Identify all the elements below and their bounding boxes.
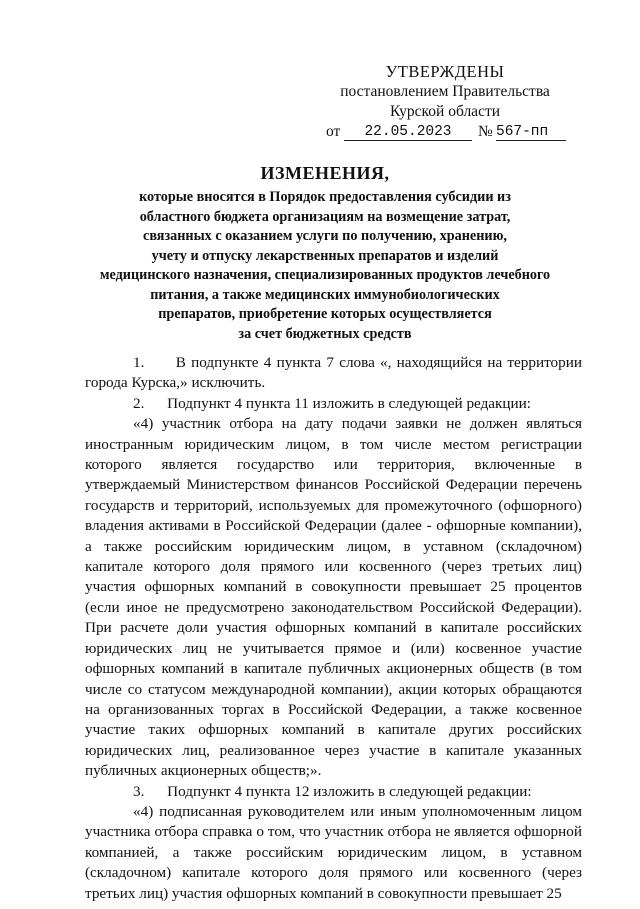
document-body [85,353,582,904]
heading-subtitle-line: которые вносятся в Порядок предоставления субсидии из [139,189,511,205]
approval-date-row [320,122,570,144]
paragraph-subitem-4-point-12: «4) подписанная руководителем или иным уполномоченным лицом участника отбора справка о том, что участник отбора не является офшорной компанией, а также российским юридическим лицом, в уставном (складочном) капитале которого доля прямого или косвенного (через третьих лиц) участия офшорных компаний в совокупности превышает 25 [85,802,582,902]
document-heading [80,160,570,344]
heading-title: ИЗМЕНЕНИЯ, [260,163,390,183]
approval-stamp [320,62,570,144]
date-prefix: от [326,123,341,140]
number-prefix: № [478,123,493,140]
approval-line-1: постановлением Правительства [340,83,550,100]
approval-number: 567-пп [496,122,566,141]
heading-subtitle-line: связанных с оказанием услуги по получению, хранению, [143,228,507,244]
heading-subtitle-line: медицинского назначения, специализированных продуктов лечебного [99,267,551,283]
paragraph-item-1: 1. В подпункте 4 пункта 7 слова «, находящийся на территории города Курска,» исключить. [85,354,582,392]
approval-date: 22.05.2023 [344,122,472,141]
paragraph-subitem-4-point-11: «4) участник отбора на дату подачи заявки не должен являться иностранным юридическим лицом, в том числе местом регистрации которого является государство или территория, включенные в утверждаемый Министерством финансов Российской Федерации перечень государств и территорий, используемых для промежуточного (офшорного) владения активами в Российской Федерации (далее - офшорные компании), а также российским юридическим лицом, в уставном (складочном) капитале которого доля прямого или косвенного (через третьих лиц) участия офшорных компаний в совокупности превышает 25 процентов (если иное не предусмотрено законодательством Российской Федерации). При расчете доли участия офшорных компаний в капитале российских юридических лиц не учитывается прямое и (или) косвенное участие офшорных компаний в капитале публичных акционерных обществ (в том числе со статусом международной компании), акции которых обращаются на организованных торгах в Российской Федерации, а также косвенное участие таких офшорных компаний в капитале других российских юридических лиц, реализованное через участие в капитале указанных публичных акционерных обществ;». [85,415,582,780]
heading-subtitle-line: за счет бюджетных средств [238,325,412,342]
heading-subtitle-line: учету и отпуску лекарственных препаратов и изделий [151,247,499,264]
approval-line-2: Курской области [389,103,501,120]
paragraph-item-2: 2. Подпункт 4 пункта 11 изложить в следующей редакции: [133,394,532,412]
heading-subtitle-line: областного бюджета организациям на возмещение затрат, [139,208,511,225]
heading-subtitle-line: питания, а также медицинских иммунобиологических [150,286,500,303]
heading-subtitle-line: препаратов, приобретение которых осуществляется [158,306,492,322]
paragraph-item-3: 3. Подпункт 4 пункта 12 изложить в следующей редакции: [133,782,532,800]
approval-title: УТВЕРЖДЕНЫ [385,62,505,81]
